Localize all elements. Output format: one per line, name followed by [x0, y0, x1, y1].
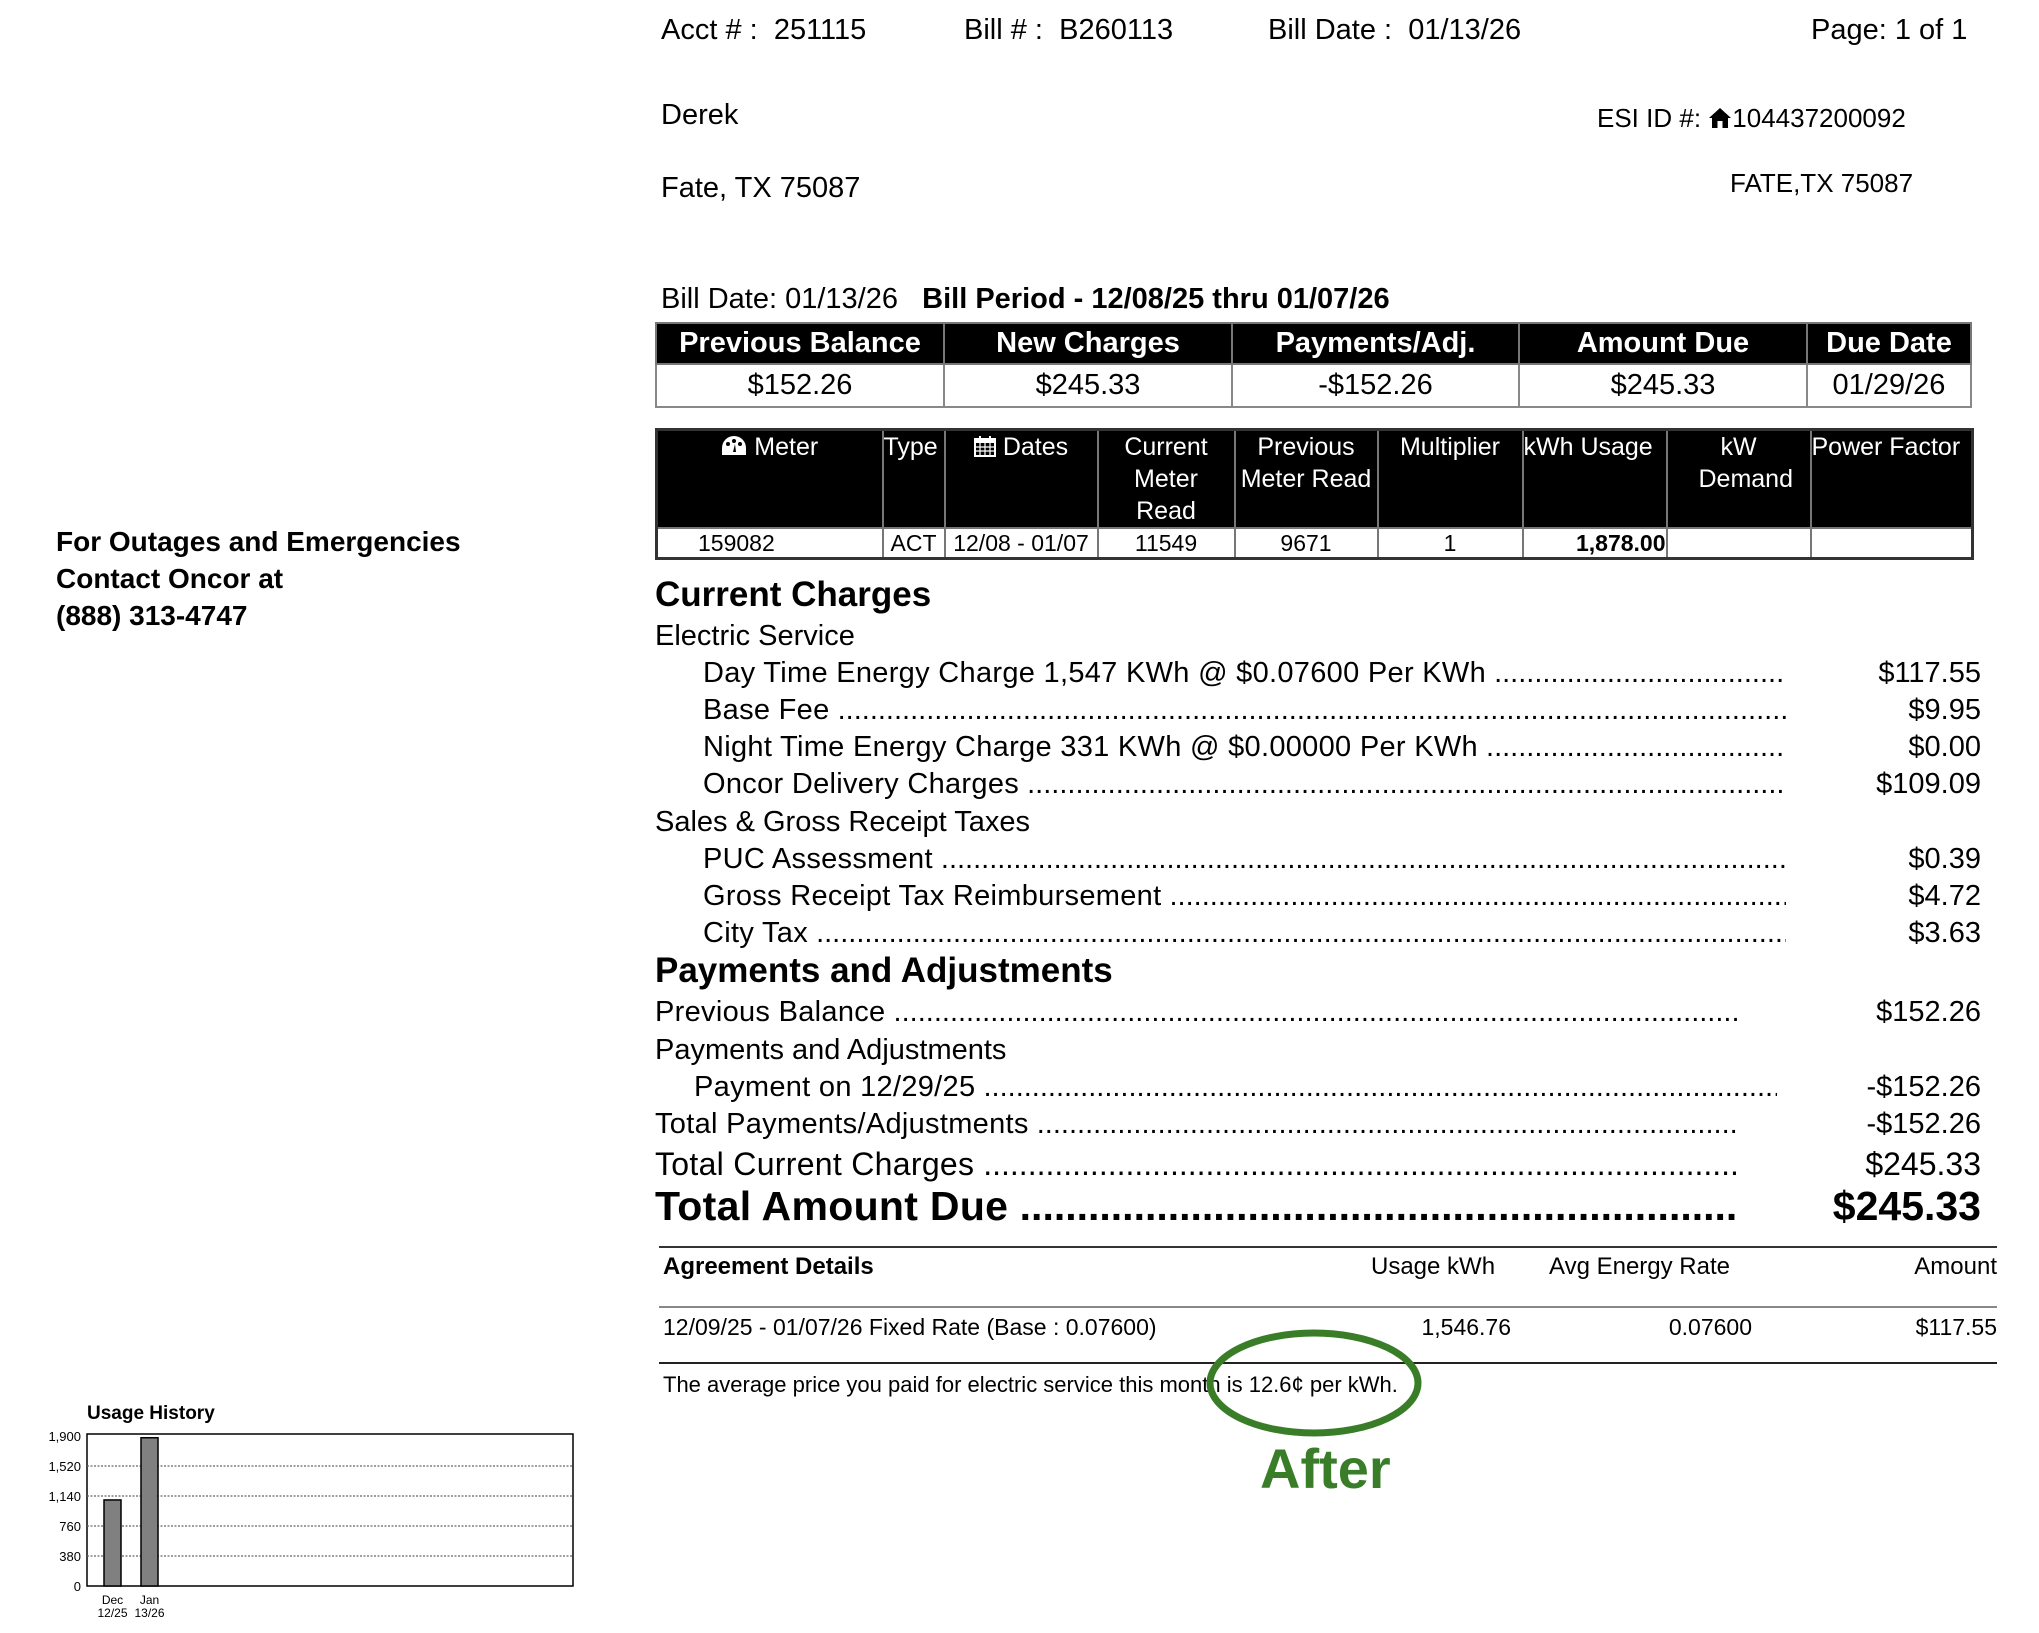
type-header: Type [883, 430, 945, 529]
total-due-line [655, 1183, 1995, 1233]
tax-line [655, 880, 1995, 914]
x-tick-label: Dec [101, 1593, 124, 1607]
x-tick-label: Jan [139, 1593, 160, 1607]
tax-label: PUC Assessment ..... [655, 843, 1786, 876]
current-read-header [1098, 430, 1235, 529]
agreement-header-amount: Amount [1914, 1253, 1997, 1280]
summary-header: New Charges [944, 323, 1232, 364]
kw-demand-header [1667, 430, 1811, 529]
tax-amount: $4.72 [1908, 880, 1981, 912]
customer-city: Fate, TX 75087 [661, 172, 861, 204]
bill-value: B260113 [1059, 14, 1174, 46]
account-number [661, 14, 866, 47]
dates-header [945, 430, 1098, 529]
taxes-heading: Sales & Gross Receipt Taxes [655, 806, 1031, 838]
plot-frame [87, 1434, 573, 1586]
total-due-amount: $245.33 [1832, 1183, 1981, 1229]
outage-phone[interactable]: (888) 313-4747 [56, 600, 248, 631]
bill-period: Bill Period - 12/08/25 thru 01/07/26 [922, 283, 1390, 315]
total-current-label: Total Current Charges ..... [655, 1146, 1738, 1183]
tax-amount: $0.39 [1908, 843, 1981, 875]
agreement-header-usage: Usage kWh [1371, 1253, 1496, 1280]
y-tick-label: 1,900 [48, 1429, 81, 1444]
previous-balance-line [655, 996, 1995, 1030]
chart-title: Usage History [87, 1403, 215, 1424]
charge-amount: $0.00 [1908, 731, 1981, 763]
outage-line-1: For Outages and Emergencies [56, 526, 461, 557]
payments-group-heading: Payments and Adjustments [655, 1034, 1007, 1066]
bill-label: Bill # : [964, 14, 1043, 46]
y-tick-label: 1,140 [48, 1489, 81, 1504]
usage-history-chart [30, 1422, 590, 1632]
payment-line [655, 1071, 1995, 1105]
summary-header: Amount Due [1519, 323, 1807, 364]
home-icon [1708, 107, 1732, 129]
account-label: Acct # : [661, 14, 758, 46]
y-tick-label: 760 [59, 1519, 81, 1534]
charge-amount: $109.09 [1876, 768, 1981, 800]
y-tick-label: 1,520 [48, 1459, 81, 1474]
new-charges-value: $245.33 [944, 364, 1232, 407]
average-price-note: The average price you paid for electric service this month is 12.6¢ per kWh. [663, 1372, 1398, 1397]
amount-due-value: $245.33 [1519, 364, 1807, 407]
charge-line [655, 731, 1995, 765]
previous-balance-label: Previous Balance ..... [655, 996, 1738, 1029]
dates-header-label: Dates [1002, 433, 1069, 461]
electric-service-heading: Electric Service [655, 620, 855, 652]
previous-read-header-label: Previous Meter Read [1240, 433, 1372, 493]
tax-amount: $3.63 [1908, 917, 1981, 949]
highlight-ellipse [1203, 1326, 1425, 1440]
usage-bar [141, 1438, 158, 1586]
total-current-amount: $245.33 [1865, 1146, 1981, 1182]
outage-info [56, 523, 461, 634]
current-charges-title: Current Charges [655, 575, 932, 614]
previous-balance-value: $152.26 [656, 364, 944, 407]
tax-line [655, 917, 1995, 951]
summary-header: Previous Balance [656, 323, 944, 364]
kwh-usage-header: kWh Usage [1523, 430, 1667, 529]
kwh-usage: 1,878.00 [1523, 528, 1667, 559]
total-payments-amount: -$152.26 [1866, 1108, 1981, 1140]
calendar-icon [974, 435, 996, 457]
tax-label: City Tax ..... [655, 917, 1786, 950]
payment-label: Payment on 12/29/25 ..... [655, 1071, 1777, 1104]
current-read-header-label: Current Meter Read [1124, 433, 1208, 525]
y-tick-label: 380 [59, 1549, 81, 1564]
tax-line [655, 843, 1995, 877]
agreement-rate: 0.07600 [1668, 1314, 1752, 1340]
bill-date-label: Bill Date : [1268, 14, 1393, 46]
meter-header-label: Meter [754, 433, 819, 461]
tax-label: Gross Receipt Tax Reimbursement ..... [655, 880, 1786, 913]
usage-bar [104, 1500, 121, 1586]
charge-label: Day Time Energy Charge 1,547 KWh @ $0.07600 Per KWh ..... [655, 657, 1786, 690]
meter-data-row [657, 528, 1973, 559]
summary-value-row [656, 364, 1971, 407]
payments-title: Payments and Adjustments [655, 951, 1113, 990]
esi-value: 104437200092 [1732, 103, 1906, 133]
previous-read: 9671 [1235, 528, 1378, 559]
charge-line [655, 657, 1995, 691]
charge-amount: $9.95 [1908, 694, 1981, 726]
total-due-label: Total Amount Due ..... [655, 1183, 1738, 1230]
x-tick-label: 12/25 [97, 1606, 128, 1620]
outage-line-2: Contact Oncor at [56, 563, 284, 594]
esi-label: ESI ID #: [1597, 103, 1702, 133]
kw-demand-header-label: kW Demand [1698, 433, 1793, 493]
total-payments-label: Total Payments/Adjustments ..... [655, 1108, 1738, 1141]
esi-id [1597, 103, 1906, 134]
agreement-header-details: Agreement Details [663, 1253, 874, 1280]
charge-line [655, 694, 1995, 728]
agreement-amount: $117.55 [1915, 1314, 1997, 1340]
divider [659, 1246, 1997, 1248]
charge-line [655, 768, 1995, 802]
period-bill-date: Bill Date: 01/13/26 [661, 283, 898, 315]
charge-label: Base Fee ..... [655, 694, 1786, 727]
summary-table [655, 322, 1972, 408]
due-date-value: 01/29/26 [1807, 364, 1971, 407]
meter-number: 159082 [657, 528, 883, 559]
agreement-details: 12/09/25 - 01/07/26 Fixed Rate (Base : 0.07600) [663, 1314, 1157, 1340]
agreement-header-rate: Avg Energy Rate [1549, 1253, 1730, 1280]
previous-read-header [1235, 430, 1378, 529]
summary-header-row [656, 323, 1971, 364]
summary-header: Due Date [1807, 323, 1971, 364]
payment-amount: -$152.26 [1866, 1071, 1981, 1103]
multiplier-header: Multiplier [1378, 430, 1523, 529]
meter-dates: 12/08 - 01/07 [945, 528, 1098, 559]
account-value: 251115 [773, 14, 867, 46]
gauge-icon [721, 435, 747, 457]
power-factor-header: Power Factor [1811, 430, 1973, 529]
summary-header: Payments/Adj. [1232, 323, 1519, 364]
meter-header-row [657, 430, 1973, 529]
divider [659, 1306, 1997, 1308]
service-city: FATE,TX 75087 [1730, 168, 1914, 198]
customer-name: Derek [661, 99, 739, 131]
multiplier: 1 [1378, 528, 1523, 559]
kw-demand [1667, 528, 1811, 559]
total-payments-line [655, 1108, 1995, 1142]
bill-date-value: 01/13/26 [1408, 14, 1522, 46]
x-tick-label: 13/26 [134, 1606, 165, 1620]
page-indicator: Page: 1 of 1 [1811, 14, 1968, 46]
agreement-usage: 1,546.76 [1421, 1314, 1511, 1340]
current-read: 11549 [1098, 528, 1235, 559]
charge-amount: $117.55 [1878, 657, 1981, 689]
total-current-line [655, 1146, 1995, 1186]
charge-label: Night Time Energy Charge 331 KWh @ $0.00000 Per KWh ..... [655, 731, 1786, 764]
bill-period-line [661, 283, 1390, 316]
meter-table [655, 428, 1974, 560]
payments-adj-value: -$152.26 [1232, 364, 1519, 407]
meter-type: ACT [883, 528, 945, 559]
after-label: After [1260, 1437, 1391, 1500]
y-tick-label: 0 [73, 1579, 81, 1594]
previous-balance-amount: $152.26 [1876, 996, 1981, 1028]
charge-label: Oncor Delivery Charges ..... [655, 768, 1786, 801]
header-bill-date [1268, 14, 1521, 47]
bill-number [964, 14, 1173, 47]
meter-header [657, 430, 883, 529]
power-factor [1811, 528, 1973, 559]
